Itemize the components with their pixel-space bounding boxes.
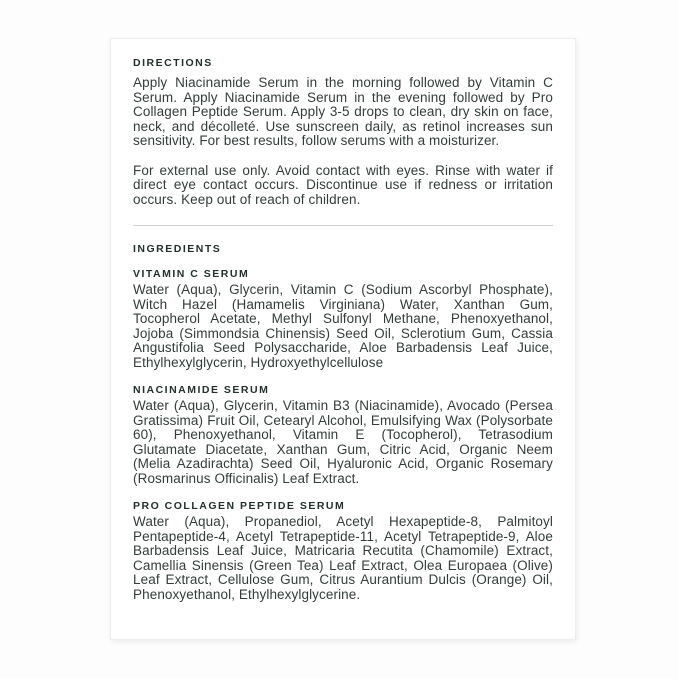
ingredient-section-title: NIACINAMIDE SERUM	[133, 384, 270, 396]
directions-paragraph-usage: Apply Niacinamide Serum in the morning followed by Vitamin C Serum. Apply Niacinamide Serum in the evening followed by Pro Collagen Peptide Serum. Apply 3-5 drops to clean, dry skin on face, neck, and décolleté. Use sunscreen daily, as retinol increases sun sensitivity. For best results, follow serums with a moisturizer.	[133, 75, 553, 148]
ingredient-section-niacinamide	[133, 383, 553, 486]
ingredient-section-title: VITAMIN C SERUM	[133, 268, 250, 280]
ingredient-section-pro-collagen	[133, 499, 553, 602]
ingredient-section-text: Water (Aqua), Glycerin, Vitamin C (Sodium Ascorbyl Phosphate), Witch Hazel (Hamamelis Virginiana) Water, Xanthan Gum, Tocopherol Acetate, Methyl Sulfonyl Methane, Phenoxyethanol, Jojoba (Simmondsia Chinensis) Seed Oil, Sclerotium Gum, Cassia Angustifolia Seed Polysaccharide, Aloe Barbadensis Leaf Juice, Ethylhexylglycerin, Hydroxyethylcellulose	[133, 282, 553, 370]
ingredients-title: INGREDIENTS	[133, 243, 222, 255]
ingredient-section-title: PRO COLLAGEN PEPTIDE SERUM	[133, 500, 346, 512]
directions-title: DIRECTIONS	[133, 57, 213, 69]
section-divider	[133, 225, 553, 226]
ingredient-section-vitamin-c	[133, 267, 553, 370]
directions-paragraph-warning: For external use only. Avoid contact with eyes. Rinse with water if direct eye contact occurs. Discontinue use if redness or irritation occurs. Keep out of reach of children.	[133, 162, 553, 207]
ingredient-section-text: Water (Aqua), Glycerin, Vitamin B3 (Niacinamide), Avocado (Persea Gratissima) Fruit Oil, Cetearyl Alcohol, Emulsifying Wax (Polysorbate 60), Phenoxyethanol, Vitamin E (Tocopherol), Tetrasodium Glutamate Diacetate, Xanthan Gum, Citric Acid, Organic Neem (Melia Azadirachta) Seed Oil, Hyaluronic Acid, Organic Rosemary (Rosmarinus Officinalis) Leaf Extract.	[133, 398, 553, 486]
product-label-card	[110, 38, 576, 640]
ingredient-section-text: Water (Aqua), Propanediol, Acetyl Hexapeptide-8, Palmitoyl Pentapeptide-4, Acetyl Tetrapeptide-11, Acetyl Tetrapeptide-9, Aloe Barbadensis Leaf Juice, Matricaria Recutita (Chamomile) Extract, Camellia Sinensis (Green Tea) Leaf Extract, Olea Europaea (Olive) Leaf Extract, Cellulose Gum, Citrus Aurantium Dulcis (Orange) Oil, Phenoxyethanol, Ethylhexylglycerine.	[133, 514, 553, 602]
